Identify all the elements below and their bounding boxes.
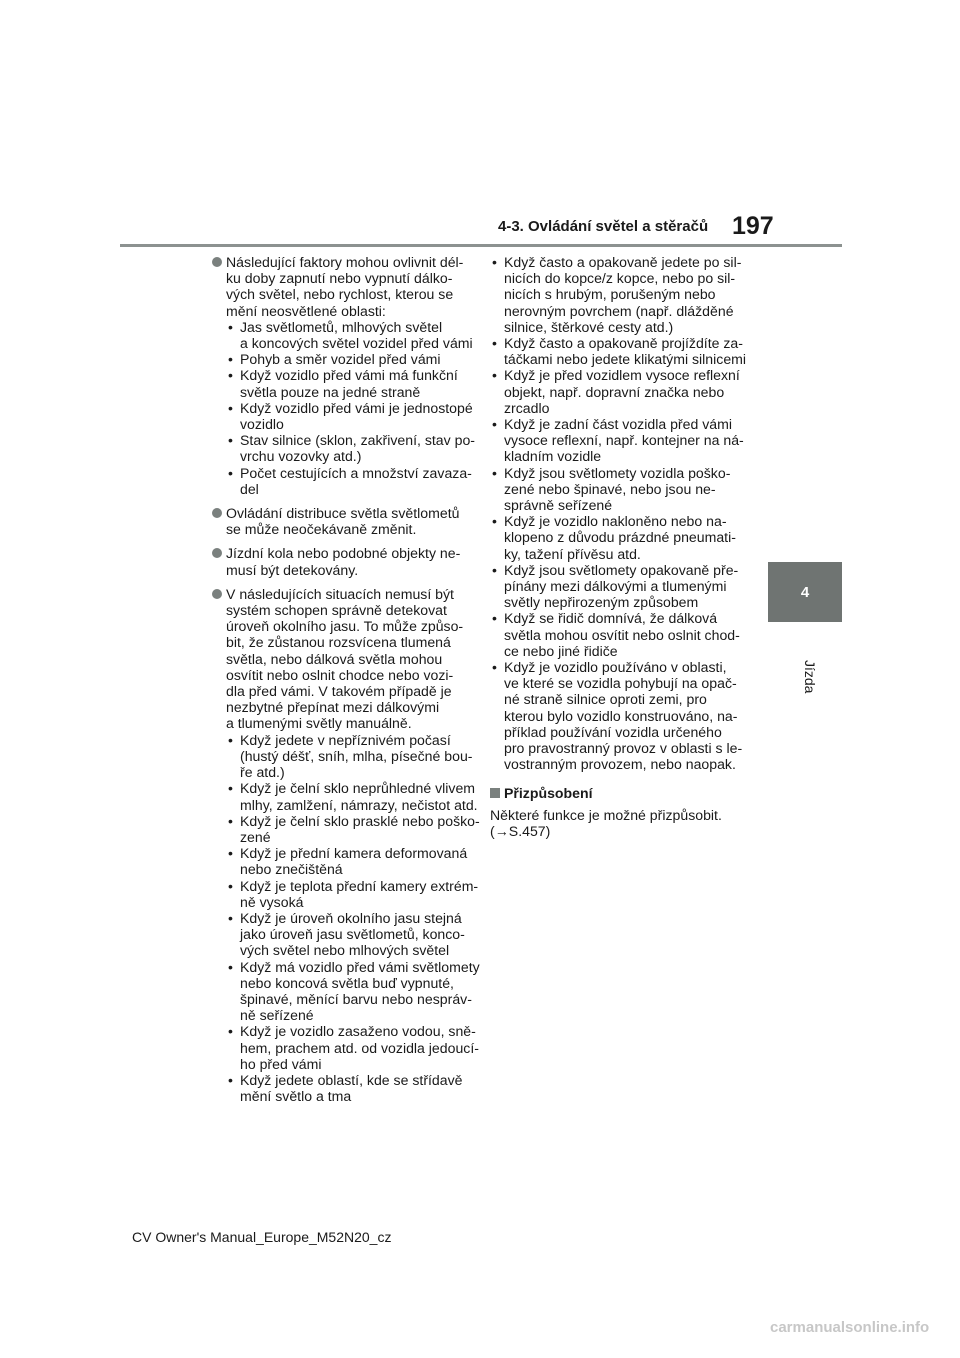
paragraph xyxy=(212,254,475,497)
list-item-line: Když často a opakovaně jedete po sil- xyxy=(504,254,742,270)
section-title: 4-3. Ovládání světel a stěračů xyxy=(498,218,709,235)
list-item xyxy=(490,367,758,416)
chapter-label: Jízda xyxy=(802,660,818,694)
list-item xyxy=(226,910,472,959)
section-line[interactable]: (→S.457) xyxy=(490,822,551,839)
list-bullet: • xyxy=(228,1071,233,1088)
list-bullet: • xyxy=(228,812,233,829)
list-item-line: Když jsou světlomety opakovaně pře- xyxy=(504,561,739,578)
list-item-line: silnice, štěrkové cesty atd.) xyxy=(504,318,674,335)
list-item-line: objekt, např. dopravní značka nebo xyxy=(504,383,725,400)
list-bullet: • xyxy=(492,335,497,352)
list-item-line: světla mohou osvítit nebo oslnit chod- xyxy=(504,626,740,643)
list-item xyxy=(490,610,758,659)
list-bullet: • xyxy=(228,464,233,481)
list-item-line: zrcadlo xyxy=(504,399,550,416)
list-item xyxy=(226,780,478,813)
paragraph-line: bit, že zůstanou rozsvícena tlumená xyxy=(226,634,451,651)
list-item xyxy=(226,1072,472,1104)
list-item-line: světla pouze na jedné straně xyxy=(240,383,421,400)
list-bullet: • xyxy=(228,399,233,416)
list-item-line: vrchu vozovky atd.) xyxy=(240,448,362,465)
list-item-line: ce nebo jiné řidiče xyxy=(504,642,618,659)
paragraph-line: a tlumenými světly manuálně. xyxy=(226,715,412,732)
list-item xyxy=(226,845,472,877)
list-item xyxy=(490,335,758,367)
list-item-line: klopeno z důvodu prázdné pneumati- xyxy=(504,529,736,546)
list-bullet: • xyxy=(228,877,233,894)
list-item-line: Počet cestujících a množství zavaza- xyxy=(240,464,472,481)
paragraph-line: světla, nebo dálková světla mohou xyxy=(226,650,443,667)
list-item xyxy=(226,432,475,465)
list-item-line: Jas světlometů, mlhových světel xyxy=(240,318,443,335)
list-item xyxy=(226,400,472,432)
list-item-line: Když je vozidlo používáno v oblasti, xyxy=(504,659,727,676)
list-item-line: Když jsou světlomety vozidla poško- xyxy=(504,464,731,481)
list-item-line: Když je teplota přední kamery extrém- xyxy=(240,877,479,894)
list-item-line: jako úroveň jasu světlometů, konco- xyxy=(240,926,465,943)
list-item-line: příklad používání vozidla určeného xyxy=(504,723,722,740)
list-item xyxy=(226,732,472,781)
list-item-line: ně seřízené xyxy=(240,1007,314,1024)
paragraph-line: nezbytné přepínat mezi dálkovými xyxy=(226,699,440,716)
list-item xyxy=(490,513,758,562)
list-item-line: Pohyb a směr vozidel před vámi xyxy=(240,351,441,368)
list-item-line: del xyxy=(240,480,259,497)
paragraph-line: systém schopen správně detekovat xyxy=(226,602,447,619)
list-bullet: • xyxy=(492,416,497,433)
list-bullet: • xyxy=(492,561,497,578)
paragraph-line: osvítit nebo oslnit chodce nebo vozi- xyxy=(226,666,454,683)
list-item-line: nicích s hrubým, porušeným nebo xyxy=(504,286,716,303)
paragraph-line: V následujících situacích nemusí být xyxy=(226,585,454,602)
list-item-line: nebo koncová světla buď vypnuté, xyxy=(240,974,454,991)
bullet-icon xyxy=(212,508,222,518)
list-item xyxy=(490,659,758,772)
list-item-line: zené nebo špinavé, nebo jsou ne- xyxy=(504,480,716,497)
list-item-line: hem, prachem atd. od vozidla jedoucí- xyxy=(240,1039,479,1056)
list-item-line: kladním vozidle xyxy=(504,448,602,465)
list-bullet: • xyxy=(492,367,497,384)
list-item-line: mlhy, zamlžení, námrazy, nečistot atd. xyxy=(240,796,478,813)
list-bullet: • xyxy=(228,845,233,862)
paragraph-line: mění neosvětlené oblasti: xyxy=(226,302,386,319)
list-item-line: Když často a opakovaně projíždíte za- xyxy=(504,335,743,352)
list-item-line: světly nepřirozeným způsobem xyxy=(504,594,699,611)
list-item-line: Když je čelní sklo prasklé nebo poško- xyxy=(240,812,480,829)
list-item-line: vých světel nebo mlhových světel xyxy=(240,942,450,959)
watermark: carmanualsonline.info xyxy=(770,1319,930,1336)
chapter-number: 4 xyxy=(800,583,810,601)
list-item-line: a koncových světel vozidel před vámi xyxy=(240,335,473,352)
section-heading-text: Přizpůsobení xyxy=(504,784,593,801)
paragraph xyxy=(212,505,472,537)
paragraph-line: Následující faktory mohou ovlivnit dél- xyxy=(226,254,464,270)
list-item xyxy=(226,812,480,845)
list-item-line: Stav silnice (sklon, zakřivení, stav po- xyxy=(240,432,475,449)
list-item-line: Když je vozidlo nakloněno nebo na- xyxy=(504,513,727,530)
list-item-line: Když jedete oblastí, kde se střídavě xyxy=(240,1071,463,1088)
paragraph xyxy=(212,545,472,577)
list-bullet: • xyxy=(228,731,233,748)
list-item xyxy=(490,562,758,611)
paragraph-line: Ovládání distribuce světla světlometů xyxy=(226,505,460,522)
list-bullet: • xyxy=(228,780,233,797)
bullet-icon xyxy=(212,548,222,558)
list-item-line: Když má vozidlo před vámi světlomety xyxy=(240,958,480,975)
square-bullet-icon xyxy=(490,788,500,798)
list-item xyxy=(226,1023,479,1072)
footer-text: CV Owner's Manual_Europe_M52N20_cz xyxy=(132,1229,392,1245)
list-bullet: • xyxy=(492,464,497,481)
list-bullet: • xyxy=(228,909,233,926)
list-item-line: Když jedete v nepříznivém počasí xyxy=(240,731,451,748)
paragraph-line: dla před vámi. V takovém případě je xyxy=(226,683,452,700)
list-item-line: nicích do kopce/z kopce, nebo po sil- xyxy=(504,270,736,287)
list-item-line: nerovným povrchem (např. dlážděné xyxy=(504,302,734,319)
list-item-line: táčkami nebo jedete klikatými silnicemi xyxy=(504,351,747,368)
bullet-icon xyxy=(212,257,222,267)
list-item-line: Když je před vozidlem vysoce reflexní xyxy=(504,367,740,384)
paragraph-line: úroveň okolního jasu. To může způso- xyxy=(226,618,464,635)
list-bullet: • xyxy=(228,958,233,975)
list-bullet: • xyxy=(228,432,233,449)
list-item-line: Když je úroveň okolního jasu stejná xyxy=(240,909,462,926)
list-item-line: ně vysoká xyxy=(240,893,304,910)
section-line: Některé funkce je možné přizpůsobit. xyxy=(490,806,722,823)
list-bullet: • xyxy=(492,254,497,270)
list-item-line: pro pravostranný provoz v oblasti s le- xyxy=(504,740,743,757)
list-item-line: ve které se vozidla pohybují na opač- xyxy=(504,675,737,692)
list-item-line: né straně silnice oproti zemi, pro xyxy=(504,691,707,708)
list-item xyxy=(226,465,472,497)
list-bullet: • xyxy=(492,610,497,627)
list-item-line: nebo znečištěná xyxy=(240,861,343,878)
list-item-line: pínány mezi dálkovými a tlumenými xyxy=(504,578,727,595)
list-item xyxy=(490,416,758,465)
paragraph-line: musí být detekovány. xyxy=(226,561,359,578)
list-bullet: • xyxy=(228,318,233,335)
list-item-line: Když je zadní část vozidla před vámi xyxy=(504,416,732,433)
section-heading xyxy=(490,785,758,801)
paragraph-line: vých světel, nebo rychlost, kterou se xyxy=(226,286,454,303)
list-item-line: zené xyxy=(240,828,271,845)
list-item xyxy=(226,367,472,399)
paragraph xyxy=(212,585,480,1105)
paragraph-line: ku doby zapnutí nebo vypnutí dálko- xyxy=(226,270,453,287)
header-divider xyxy=(120,244,842,247)
list-item xyxy=(226,958,480,1024)
list-item-line: ře atd.) xyxy=(240,764,285,781)
list-bullet: • xyxy=(228,351,233,368)
paragraph-line: Jízdní kola nebo podobné objekty ne- xyxy=(226,545,461,562)
chapter-tab[interactable] xyxy=(768,562,842,622)
list-bullet: • xyxy=(492,513,497,530)
list-item-line: Když je vozidlo zasaženo vodou, sně- xyxy=(240,1023,476,1040)
list-item-line: Když je čelní sklo neprůhledné vlivem xyxy=(240,780,476,797)
right-column xyxy=(490,254,758,839)
bullet-icon xyxy=(212,589,222,599)
list-item xyxy=(226,351,472,367)
page-number: 197 xyxy=(732,212,774,240)
list-item-line: vysoce reflexní, např. kontejner na ná- xyxy=(504,432,744,449)
list-bullet: • xyxy=(492,659,497,676)
list-item-line: vostranným provozem, nebo naopak. xyxy=(504,756,736,773)
list-item xyxy=(490,254,758,335)
list-item-line: vozidlo xyxy=(240,416,284,433)
list-item-line: špinavé, měnící barvu nebo nespráv- xyxy=(240,990,472,1007)
list-item-line: Když vozidlo před vámi je jednostopé xyxy=(240,399,473,416)
left-column xyxy=(212,254,480,1112)
paragraph-line: se může neočekávaně změnit. xyxy=(226,521,417,538)
list-item xyxy=(226,319,472,351)
list-item xyxy=(490,465,758,514)
list-item-line: správně seřízené xyxy=(504,497,613,514)
list-item-line: ho před vámi xyxy=(240,1055,322,1072)
list-bullet: • xyxy=(228,367,233,384)
list-item xyxy=(226,877,479,910)
list-bullet: • xyxy=(228,1023,233,1040)
list-item-line: Když vozidlo před vámi má funkční xyxy=(240,367,458,384)
list-item-line: (hustý déšť, sníh, mlha, písečné bou- xyxy=(240,747,473,764)
list-item-line: ky, tažení přívěsu atd. xyxy=(504,545,641,562)
list-item-line: kterou bylo vozidlo konstruováno, na- xyxy=(504,707,738,724)
list-item-line: mění světlo a tma xyxy=(240,1088,352,1105)
list-item-line: Když je přední kamera deformovaná xyxy=(240,845,468,862)
list-item-line: Když se řidič domnívá, že dálková xyxy=(504,610,718,627)
